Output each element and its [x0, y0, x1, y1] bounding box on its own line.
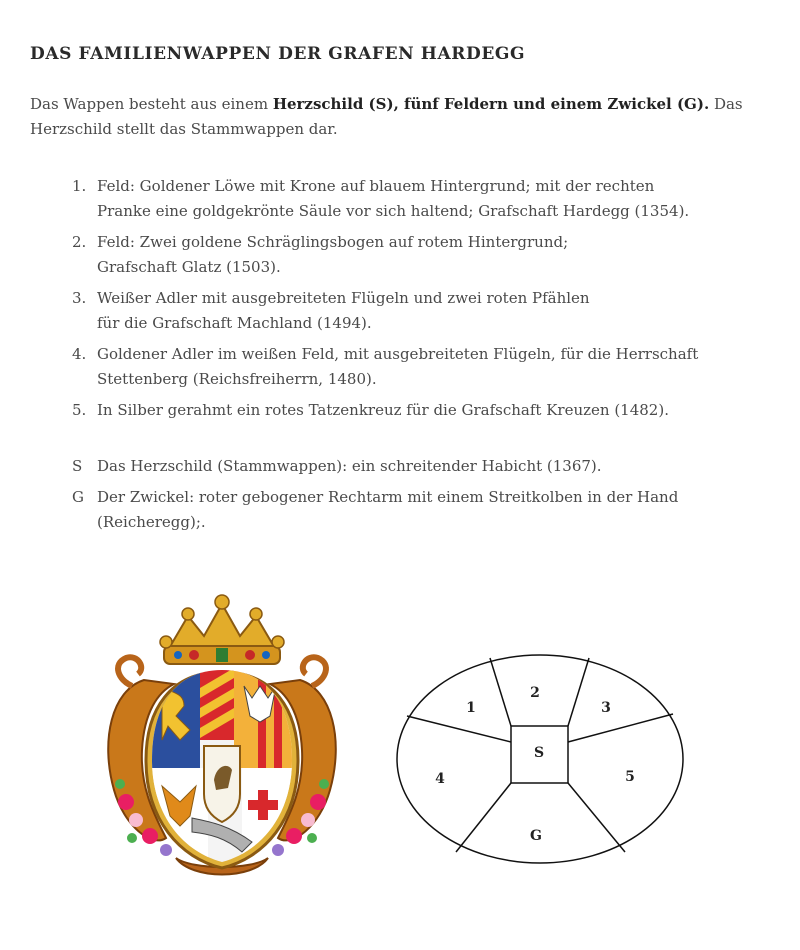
list-line: Grafschaft Glatz (1503).: [97, 258, 281, 276]
list-line: für die Grafschaft Machland (1494).: [97, 314, 372, 332]
list-marker: S: [72, 457, 83, 475]
list-marker: 4.: [72, 345, 87, 363]
list-item: [0, 454, 737, 479]
list-marker: G: [72, 488, 84, 506]
diagram-label-1: 1: [466, 700, 476, 716]
list-line: Das Herzschild (Stammwappen): ein schreitender Habicht (1367).: [97, 457, 602, 475]
list-line: Feld: Goldener Löwe mit Krone auf blauem Hintergrund; mit der rechten: [97, 177, 655, 195]
intro-highlight: Herzschild (S), fünf Feldern und einem Zwickel (G).: [272, 95, 710, 113]
list-item: [0, 286, 737, 336]
list-item: [0, 342, 737, 392]
list-line: Stettenberg (Reichsfreiherrn, 1480).: [97, 370, 377, 388]
list-line: (Reicheregg);.: [97, 513, 206, 531]
intro-paragraph: [30, 92, 770, 142]
diagram-label-2: 2: [530, 685, 540, 701]
coat-of-arms-illustration: [92, 590, 352, 890]
list-item: [0, 485, 737, 535]
list-item: [0, 174, 737, 224]
diagram-label-g: G: [530, 828, 542, 844]
field-diagram: [394, 652, 686, 866]
list-line: Der Zwickel: roter gebogener Rechtarm mit einem Streitkolben in der Hand: [97, 488, 679, 506]
intro-text-start: Das Wappen besteht aus einem: [30, 95, 273, 113]
crown-icon: [160, 595, 284, 664]
list-line: Pranke eine goldgekrönte Säule vor sich haltend; Grafschaft Hardegg (1354).: [97, 202, 690, 220]
list-marker: 2.: [72, 233, 87, 251]
diagram-label-3: 3: [601, 700, 611, 716]
list-item: [0, 230, 737, 280]
diagram-label-s: S: [533, 745, 545, 761]
list-line: Goldener Adler im weißen Feld, mit ausgebreiteten Flügeln, für die Herrschaft: [97, 345, 699, 363]
diagram-label-4: 4: [435, 771, 445, 787]
list-marker: 1.: [72, 177, 87, 195]
field-list: [0, 174, 800, 535]
intro-text-end: Das Herzschild stellt das Stammwappen dar.: [30, 95, 743, 138]
list-line: Feld: Zwei goldene Schräglingsbogen auf rotem Hintergrund;: [97, 233, 569, 251]
list-line: In Silber gerahmt ein rotes Tatzenkreuz für die Grafschaft Kreuzen (1482).: [97, 401, 669, 419]
list-item: [0, 398, 737, 423]
list-line: Weißer Adler mit ausgebreiteten Flügeln und zwei roten Pfählen: [97, 289, 590, 307]
list-marker: 5.: [72, 401, 87, 419]
diagram-label-5: 5: [625, 769, 635, 785]
list-marker: 3.: [72, 289, 87, 307]
page-title: DAS FAMILIENWAPPEN DER GRAFEN HARDEGG: [30, 44, 526, 64]
